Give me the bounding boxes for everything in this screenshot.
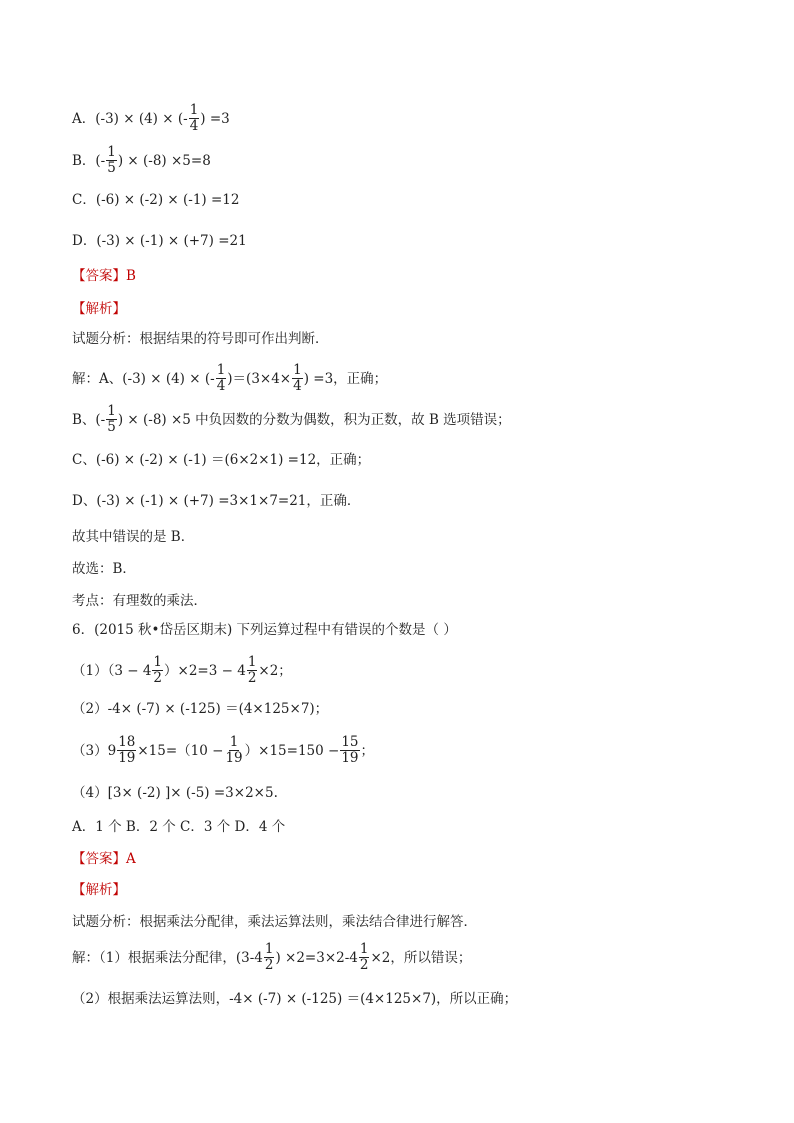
analysis-tag: 【解析】 — [72, 882, 126, 898]
fraction: $\frac{1}{2}$ — [247, 654, 257, 686]
fraction: $\frac{1}{2}$ — [153, 654, 163, 686]
item-2: （2）-4× (-7) × (-125) ＝(4×125×7)； — [72, 701, 329, 717]
option-a: A．(-3) × (4) × (- $\frac{1}{4}$ ) =3 — [72, 102, 230, 134]
item-3: （3）9 $\frac{18}{19}$ ×15=（10 − $\frac{1}{19}$ ）×15=150 − $\frac{15}{19}$ ； — [72, 734, 375, 766]
answer-tag: 【答案】 — [72, 268, 126, 284]
fraction: $\frac{1}{19}$ — [225, 734, 243, 766]
knowledge-point: 考点：有理数的乘法． — [72, 593, 207, 609]
fraction: $\frac{1}{2}$ — [359, 941, 369, 973]
answer-line — [72, 850, 136, 868]
solution-2: （2）根据乘法运算法则，-4× (-7) × (-125) ＝(4×125×7)，所以正确； — [72, 991, 518, 1007]
analysis-tag: 【解析】 — [72, 301, 126, 317]
fraction: $\frac{1}{4}$ — [293, 362, 302, 394]
item-4: （4）[3× (-2) ]× (-5) =3×2×5. — [72, 785, 278, 801]
answer-line — [72, 267, 136, 285]
option-b: B．(- $\frac{1}{5}$ ) × (-8) ×5=8 — [72, 144, 211, 176]
answer-tag: 【答案】 — [72, 851, 126, 867]
option-d: D．(-3) × (-1) × (+7) =21 — [72, 233, 247, 249]
option-c: C．(-6) × (-2) × (-1) =12 — [72, 192, 240, 208]
solution-c: C、(-6) × (-2) × (-1) ＝(6×2×1) =12，正确； — [72, 452, 371, 468]
fraction: $\frac{18}{19}$ — [118, 734, 136, 766]
options: A．1 个 B．2 个 C．3 个 D．4 个 — [72, 819, 286, 835]
solution-d: D、(-3) × (-1) × (+7) =3×1×7=21，正确． — [72, 493, 361, 509]
conclusion: 故其中错误的是 B． — [72, 529, 195, 545]
fraction: $\frac{1}{5}$ — [107, 144, 116, 176]
fraction: $\frac{1}{2}$ — [264, 941, 274, 973]
fraction: $\frac{1}{4}$ — [216, 362, 226, 394]
analysis-intro: 试题分析：根据结果的符号即可作出判断． — [72, 331, 329, 347]
answer-value: A — [126, 851, 136, 867]
choice: 故选：B． — [72, 561, 136, 577]
analysis-intro: 试题分析：根据乘法分配律，乘法运算法则，乘法结合律进行解答． — [72, 914, 477, 930]
solution-a: 解：A、(-3) × (4) × (- $\frac{1}{4}$ )＝(3×4× $\frac{1}{4}$ ) =3，正确； — [72, 362, 388, 394]
fraction: $\frac{15}{19}$ — [341, 734, 359, 766]
fraction: $\frac{1}{5}$ — [107, 403, 116, 435]
fraction: $\frac{1}{4}$ — [189, 102, 199, 134]
solution-b: B、(- $\frac{1}{5}$ ) × (-8) ×5 中负因数的分数为偶数，积为正数，故 B 选项错误； — [72, 403, 511, 435]
item-1: （1）（3 − 4 $\frac{1}{2}$ ）×2=3 − 4 $\frac{1}{2}$ ×2； — [72, 654, 292, 686]
question-6-stem: 6．(2015 秋•岱岳区期末) 下列运算过程中有错误的个数是（ ） — [72, 622, 457, 638]
answer-value: B — [126, 268, 136, 284]
solution-1: 解：（1）根据乘法分配律，(3-4 $\frac{1}{2}$ ) ×2=3×2-4 $\frac{1}{2}$ ×2，所以错误； — [72, 941, 472, 973]
